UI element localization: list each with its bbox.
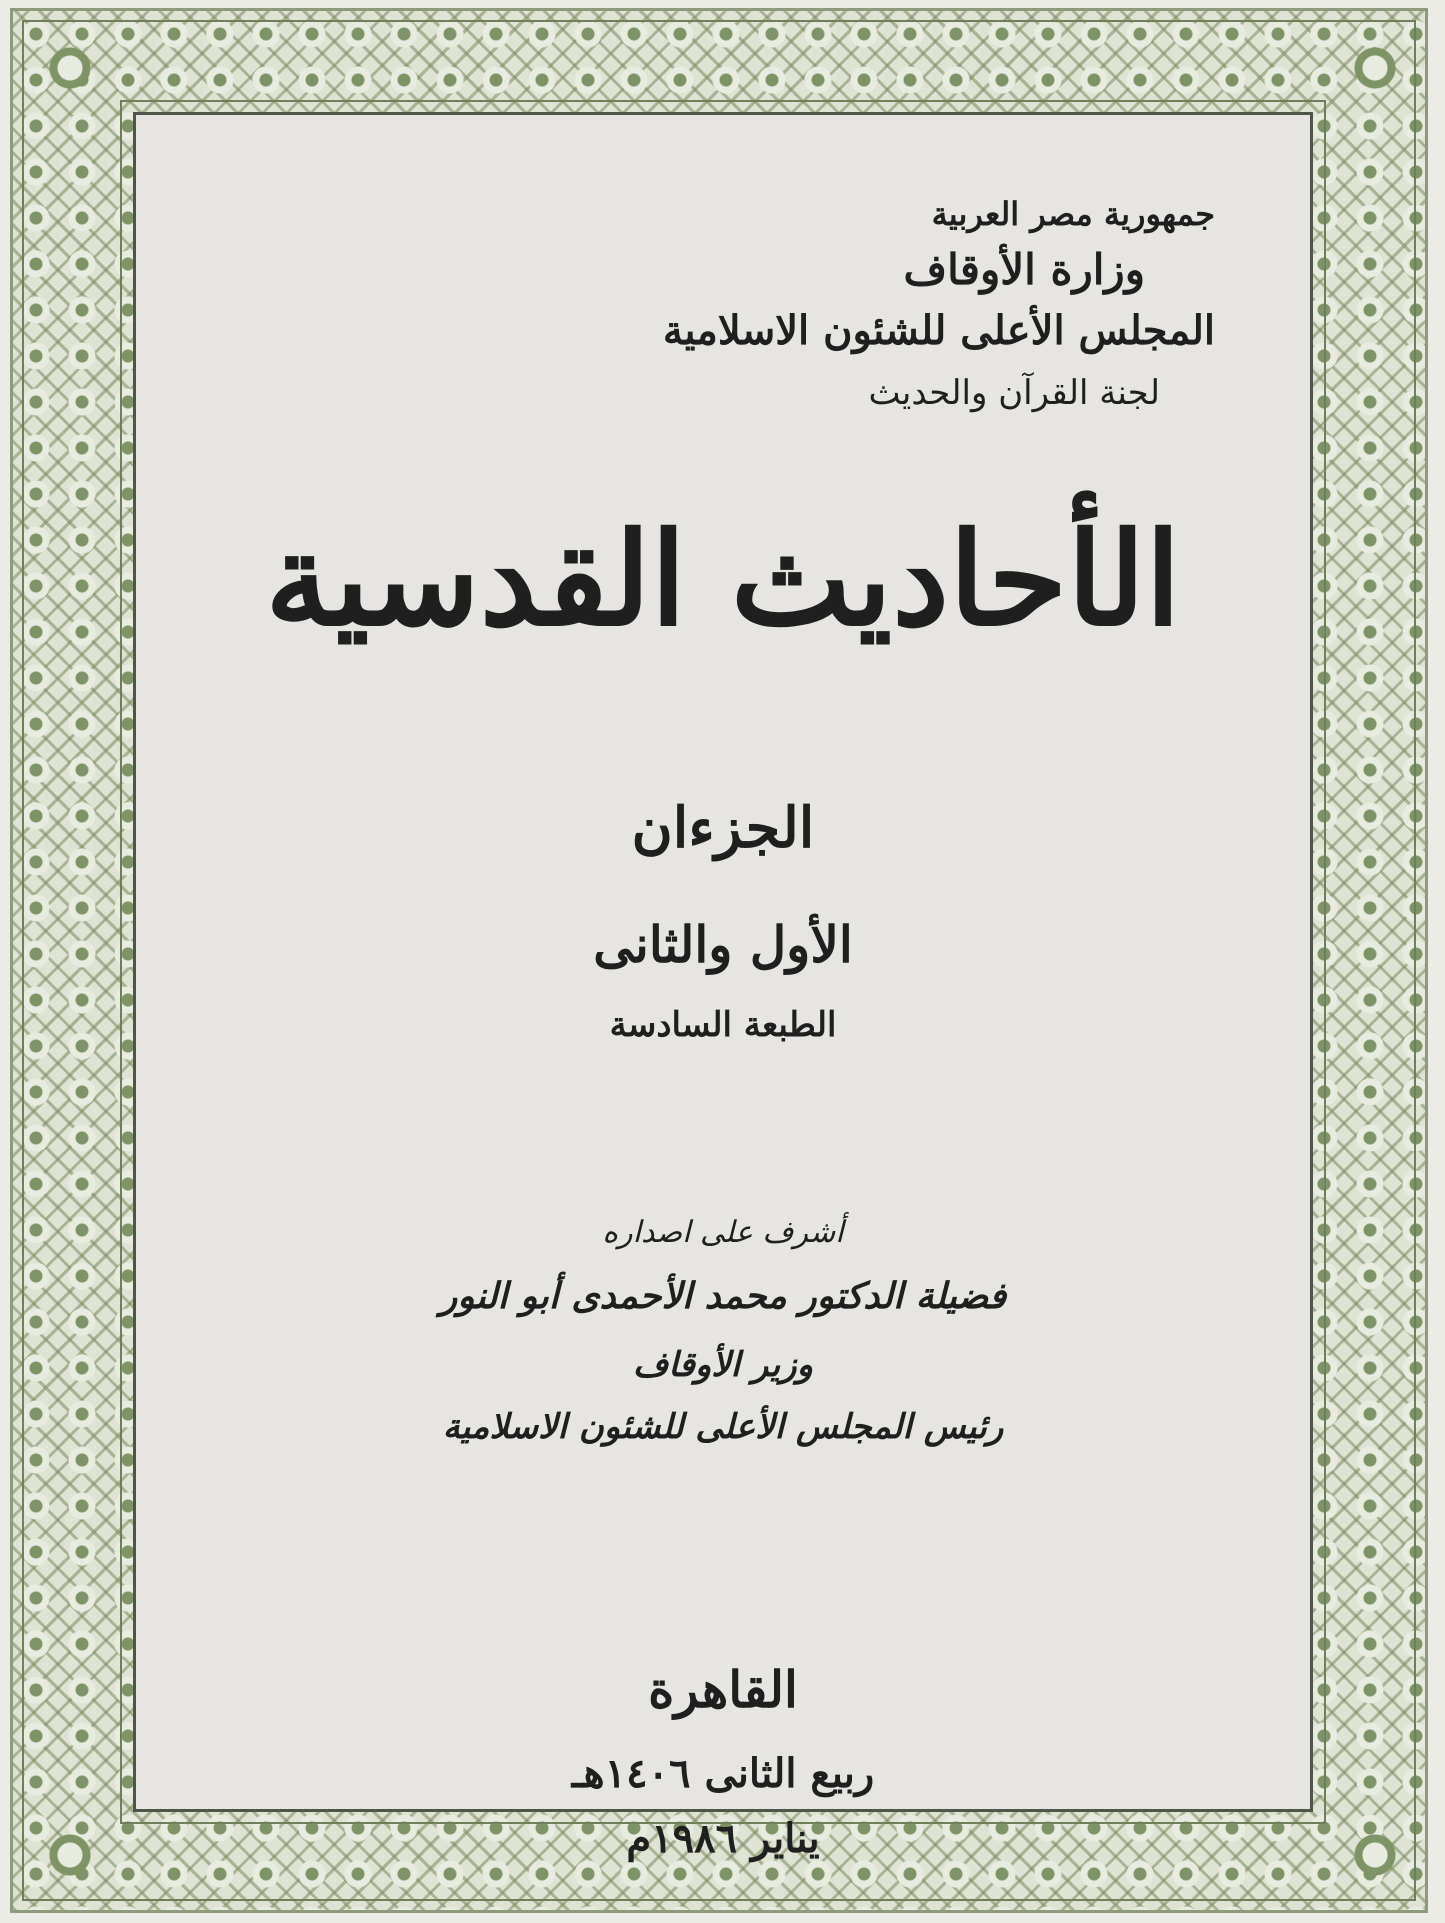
supervisor-name: فضيلة الدكتور محمد الأحمدى أبو النور [439, 1275, 1007, 1317]
volume-parts: الأول والثانى [593, 915, 853, 974]
corner-ornament-icon [1345, 38, 1405, 98]
supervision-intro: أشرف على اصداره [602, 1215, 844, 1250]
book-title: الأحاديث القدسية [265, 505, 1181, 655]
hijri-date: ربيع الثانى ١٤٠٦هـ [571, 1750, 875, 1797]
ministry-name: وزارة الأوقاف [903, 245, 1145, 294]
supervisor-role-president: رئيس المجلس الأعلى للشئون الاسلامية [442, 1407, 1004, 1447]
council-name: المجلس الأعلى للشئون الاسلامية [662, 307, 1215, 354]
corner-ornament-icon [1345, 1825, 1405, 1885]
volumes-label: الجزءان [631, 795, 815, 861]
corner-ornament-icon [40, 38, 100, 98]
publication-city: القاهرة [648, 1660, 798, 1719]
committee-name: لجنة القرآن والحديث [868, 373, 1160, 413]
gregorian-date: يناير ١٩٨٦م [626, 1815, 820, 1862]
title-panel [133, 112, 1313, 1862]
country-name: جمهورية مصر العربية [931, 195, 1215, 233]
supervisor-role-minister: وزير الأوقاف [632, 1345, 813, 1385]
corner-ornament-icon [40, 1825, 100, 1885]
edition-label: الطبعة السادسة [609, 1005, 837, 1045]
